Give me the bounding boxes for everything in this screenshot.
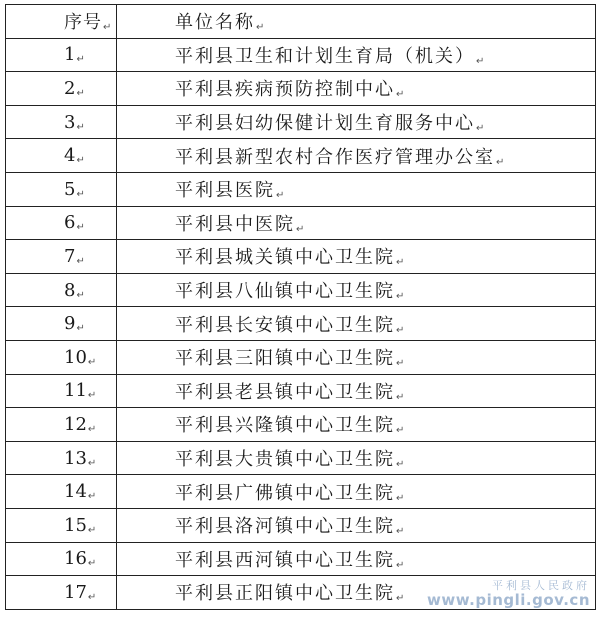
row-name-cell (117, 139, 596, 173)
unit-name: 平利县八仙镇中心卫生院 (175, 281, 395, 303)
paragraph-mark-icon: ↵ (276, 190, 285, 202)
row-number-cell (6, 307, 117, 341)
table-row (6, 374, 596, 408)
row-number: 9 (64, 313, 76, 335)
row-number-cell (6, 475, 117, 509)
row-name-cell (117, 206, 596, 240)
paragraph-mark-icon: ↵ (76, 222, 85, 234)
table-row (6, 408, 596, 442)
unit-name: 平利县妇幼保健计划生育服务中心 (175, 113, 475, 135)
paragraph-mark-icon: ↵ (76, 323, 85, 335)
table-row (6, 508, 596, 542)
paragraph-mark-icon: ↵ (87, 524, 97, 536)
unit-name: 平利县中医院 (175, 213, 295, 235)
row-number: 16 (64, 548, 87, 570)
row-number-cell (6, 542, 117, 576)
row-number-cell (6, 508, 117, 542)
row-number: 14 (64, 481, 87, 503)
paragraph-mark-icon: ↵ (87, 558, 97, 570)
header-name-label: 单位名称 (175, 12, 255, 34)
unit-name: 平利县洛河镇中心卫生院 (175, 516, 395, 538)
paragraph-mark-icon: ↵ (396, 257, 405, 269)
unit-name: 平利县三阳镇中心卫生院 (175, 348, 395, 370)
paragraph-mark-icon: ↵ (476, 123, 485, 135)
paragraph-mark-icon: ↵ (396, 324, 405, 336)
row-number: 13 (64, 447, 87, 469)
unit-name: 平利县新型农村合作医疗管理办公室 (175, 146, 495, 168)
row-number: 4 (64, 145, 76, 167)
table-row (6, 105, 596, 139)
row-number-cell (6, 172, 117, 206)
row-name-cell (117, 374, 596, 408)
paragraph-mark-icon: ↵ (87, 591, 97, 603)
unit-name: 平利县医院 (175, 180, 275, 202)
paragraph-mark-icon: ↵ (396, 89, 405, 101)
row-number: 8 (64, 279, 76, 301)
paragraph-mark-icon: ↵ (396, 425, 405, 437)
row-number-cell (6, 72, 117, 106)
row-name-cell (117, 542, 596, 576)
row-name-cell (117, 408, 596, 442)
paragraph-mark-icon: ↵ (87, 356, 97, 368)
unit-name: 平利县长安镇中心卫生院 (175, 314, 395, 336)
table-row (6, 72, 596, 106)
paragraph-mark-icon: ↵ (396, 358, 405, 370)
header-number-label: 序号 (64, 12, 102, 34)
paragraph-mark-icon: ↵ (87, 457, 97, 469)
row-number-cell (6, 139, 117, 173)
watermark-site-name: 平利县人民政府 (492, 579, 590, 592)
paragraph-mark-icon: ↵ (76, 121, 85, 133)
row-number: 3 (64, 111, 76, 133)
units-table (5, 4, 596, 610)
paragraph-mark-icon: ↵ (396, 559, 405, 571)
row-name-cell (117, 273, 596, 307)
paragraph-mark-icon: ↵ (76, 289, 85, 301)
row-name-cell (117, 441, 596, 475)
row-number: 1 (64, 44, 76, 66)
row-name-cell (117, 72, 596, 106)
paragraph-mark-icon: ↵ (87, 423, 97, 435)
unit-name: 平利县正阳镇中心卫生院 (175, 583, 395, 605)
unit-name: 平利县老县镇中心卫生院 (175, 381, 395, 403)
table-row (6, 273, 596, 307)
paragraph-mark-icon: ↵ (87, 390, 97, 402)
row-name-cell (117, 38, 596, 72)
row-number-cell (6, 240, 117, 274)
row-number: 12 (64, 413, 87, 435)
unit-name: 平利县大贵镇中心卫生院 (175, 449, 395, 471)
row-number: 17 (64, 581, 87, 603)
row-number: 15 (64, 514, 87, 536)
table-row (6, 172, 596, 206)
paragraph-mark-icon: ↵ (76, 87, 85, 99)
table-header-row (6, 5, 596, 39)
row-number: 11 (64, 380, 87, 402)
row-number-cell (6, 273, 117, 307)
site-watermark (427, 577, 590, 609)
row-number-cell (6, 576, 117, 610)
row-number-cell (6, 206, 117, 240)
units-table-body (6, 5, 596, 610)
paragraph-mark-icon: ↵ (476, 55, 485, 67)
table-row (6, 542, 596, 576)
paragraph-mark-icon: ↵ (76, 54, 85, 66)
table-row (6, 240, 596, 274)
table-row (6, 38, 596, 72)
row-name-cell (117, 475, 596, 509)
watermark-url: www.pingli.gov.cn (427, 591, 590, 609)
paragraph-mark-icon: ↵ (256, 22, 265, 34)
unit-name: 平利县卫生和计划生育局（机关） (175, 45, 475, 67)
paragraph-mark-icon: ↵ (396, 492, 405, 504)
paragraph-mark-icon: ↵ (76, 188, 85, 200)
row-name-cell (117, 105, 596, 139)
paragraph-mark-icon: ↵ (396, 291, 405, 303)
header-number-cell (6, 5, 117, 39)
table-row (6, 475, 596, 509)
unit-name: 平利县西河镇中心卫生院 (175, 549, 395, 571)
unit-name: 平利县城关镇中心卫生院 (175, 247, 395, 269)
row-number-cell (6, 38, 117, 72)
row-number-cell (6, 340, 117, 374)
table-row (6, 206, 596, 240)
paragraph-mark-icon: ↵ (296, 223, 305, 235)
paragraph-mark-icon: ↵ (396, 526, 405, 538)
row-name-cell (117, 172, 596, 206)
paragraph-mark-icon: ↵ (496, 156, 505, 168)
row-number-cell (6, 408, 117, 442)
unit-name: 平利县兴隆镇中心卫生院 (175, 415, 395, 437)
row-name-cell (117, 307, 596, 341)
paragraph-mark-icon: ↵ (103, 22, 112, 34)
paragraph-mark-icon: ↵ (396, 459, 405, 471)
row-name-cell (117, 240, 596, 274)
row-number: 6 (64, 212, 76, 234)
table-row (6, 340, 596, 374)
table-row (6, 441, 596, 475)
units-table-container (5, 4, 595, 610)
row-number-cell (6, 374, 117, 408)
paragraph-mark-icon: ↵ (87, 491, 97, 503)
paragraph-mark-icon: ↵ (396, 391, 405, 403)
row-name-cell (117, 508, 596, 542)
row-name-cell (117, 340, 596, 374)
row-number: 10 (64, 346, 87, 368)
row-number-cell (6, 441, 117, 475)
paragraph-mark-icon: ↵ (396, 593, 405, 605)
header-name-cell (117, 5, 596, 39)
table-row (6, 307, 596, 341)
row-number-cell (6, 105, 117, 139)
table-row (6, 139, 596, 173)
unit-name: 平利县广佛镇中心卫生院 (175, 482, 395, 504)
paragraph-mark-icon: ↵ (76, 255, 85, 267)
row-number: 5 (64, 178, 76, 200)
row-number: 7 (64, 245, 76, 267)
unit-name: 平利县疾病预防控制中心 (175, 79, 395, 101)
paragraph-mark-icon: ↵ (76, 155, 85, 167)
row-number: 2 (64, 77, 76, 99)
